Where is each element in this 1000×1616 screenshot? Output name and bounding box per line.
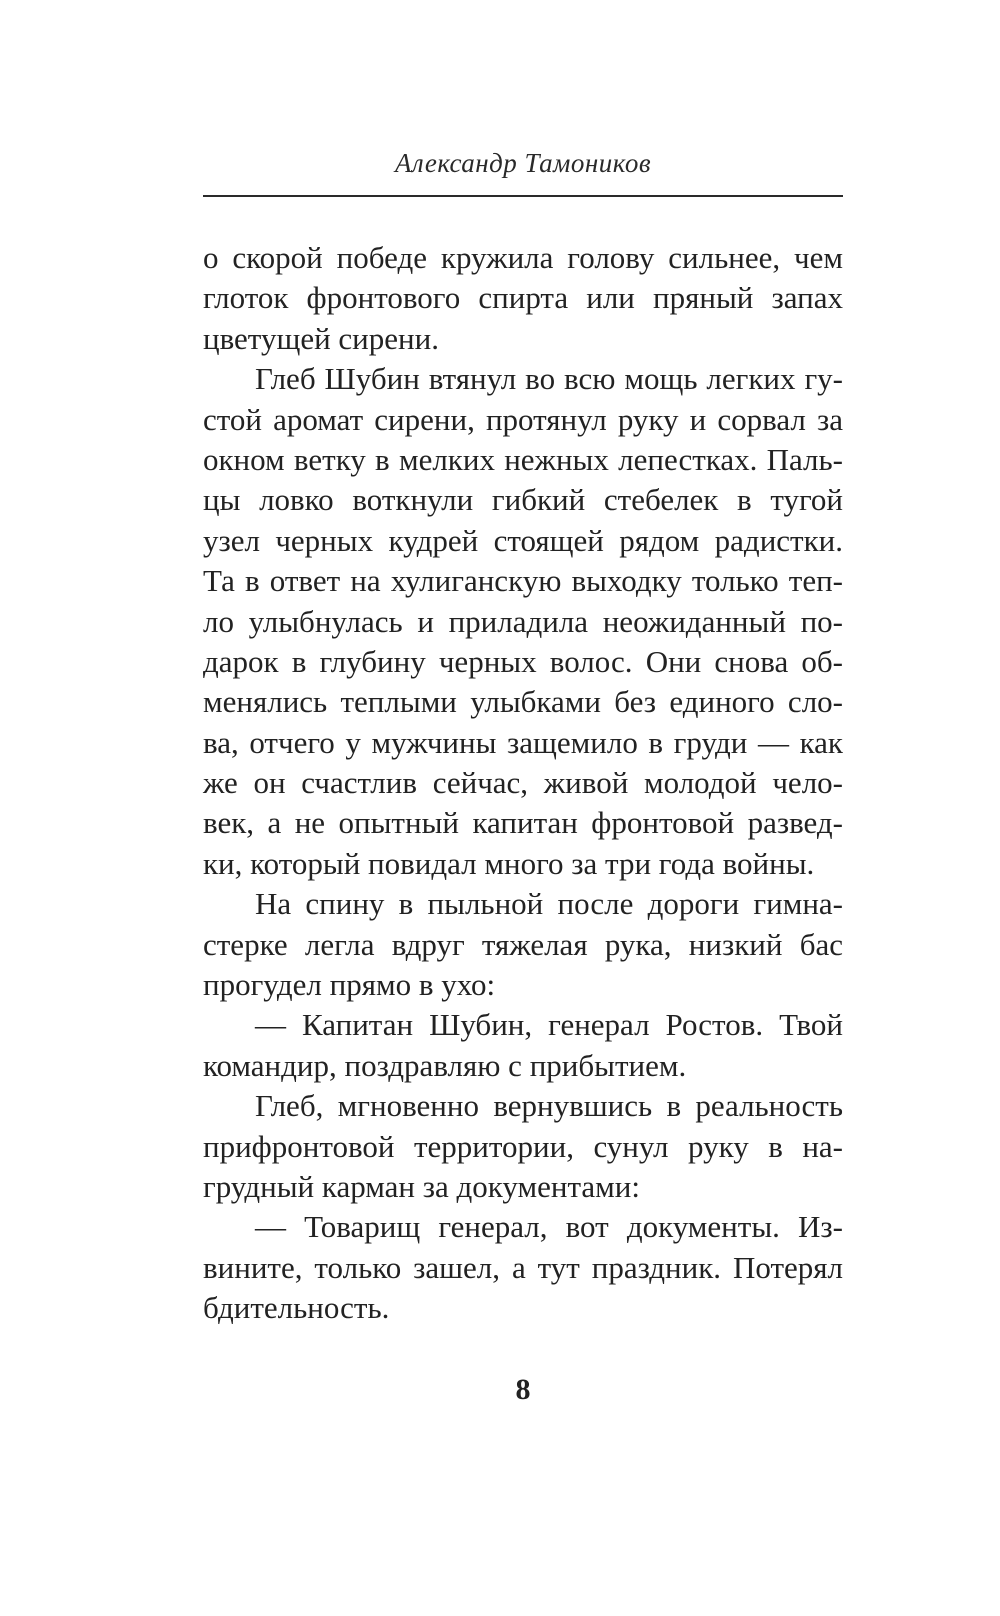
text-line: окном ветку в мелких нежных лепестках. Паль- bbox=[203, 441, 843, 477]
text-line: цветущей сирени. bbox=[203, 320, 439, 356]
text-line: о скорой победе кружила голову сильнее, чем bbox=[203, 240, 843, 275]
text-line: век, а не опытный капитан фронтовой развед- bbox=[203, 805, 843, 841]
text-line: — Капитан Шубин, генерал Ростов. Твой bbox=[255, 1007, 843, 1043]
text-line: вините, только зашел, а тут праздник. Потерял bbox=[203, 1249, 843, 1285]
text-line: Глеб, мгновенно вернувшись в реальность bbox=[255, 1088, 843, 1124]
text-line: цы ловко воткнули гибкий стебелек в тугой bbox=[203, 482, 843, 518]
text-line: На спину в пыльной после дороги гимна- bbox=[255, 886, 843, 922]
body-text bbox=[203, 238, 843, 1329]
text-line: узел черных кудрей стоящей рядом радистки. bbox=[203, 522, 843, 558]
text-line: менялись теплыми улыбками без единого сло- bbox=[203, 684, 843, 720]
text-line: стерке легла вдруг тяжелая рука, низкий бас bbox=[203, 926, 843, 962]
text-line: стой аромат сирени, протянул руку и сорвал за bbox=[203, 401, 843, 437]
text-line: ки, который повидал много за три года войны. bbox=[203, 845, 815, 881]
page-number: 8 bbox=[515, 1373, 531, 1406]
text-line: бдительность. bbox=[203, 1290, 390, 1326]
running-head-author: Александр Тамоников bbox=[394, 148, 652, 178]
header-rule bbox=[203, 195, 843, 197]
text-line: Глеб Шубин втянул во всю мощь легких гу- bbox=[255, 361, 843, 397]
text-line: ва, отчего у мужчины защемило в груди — как bbox=[203, 724, 843, 760]
text-line: прифронтовой территории, сунул руку в на- bbox=[203, 1128, 843, 1164]
text-line: прогудел прямо в ухо: bbox=[203, 967, 496, 1003]
text-line: ло улыбнулась и приладила неожиданный по- bbox=[203, 603, 843, 639]
text-line: дарок в глубину черных волос. Они снова об- bbox=[203, 643, 843, 679]
text-line: же он счастлив сейчас, живой молодой чело- bbox=[203, 765, 843, 801]
text-line: командир, поздравляю с прибытием. bbox=[203, 1047, 687, 1083]
text-line: — Товарищ генерал, вот документы. Из- bbox=[255, 1209, 843, 1245]
text-line: грудный карман за документами: bbox=[203, 1168, 640, 1204]
text-line: глоток фронтового спирта или пряный запах bbox=[203, 280, 843, 316]
text-line: Та в ответ на хулиганскую выходку только теп- bbox=[203, 563, 843, 599]
